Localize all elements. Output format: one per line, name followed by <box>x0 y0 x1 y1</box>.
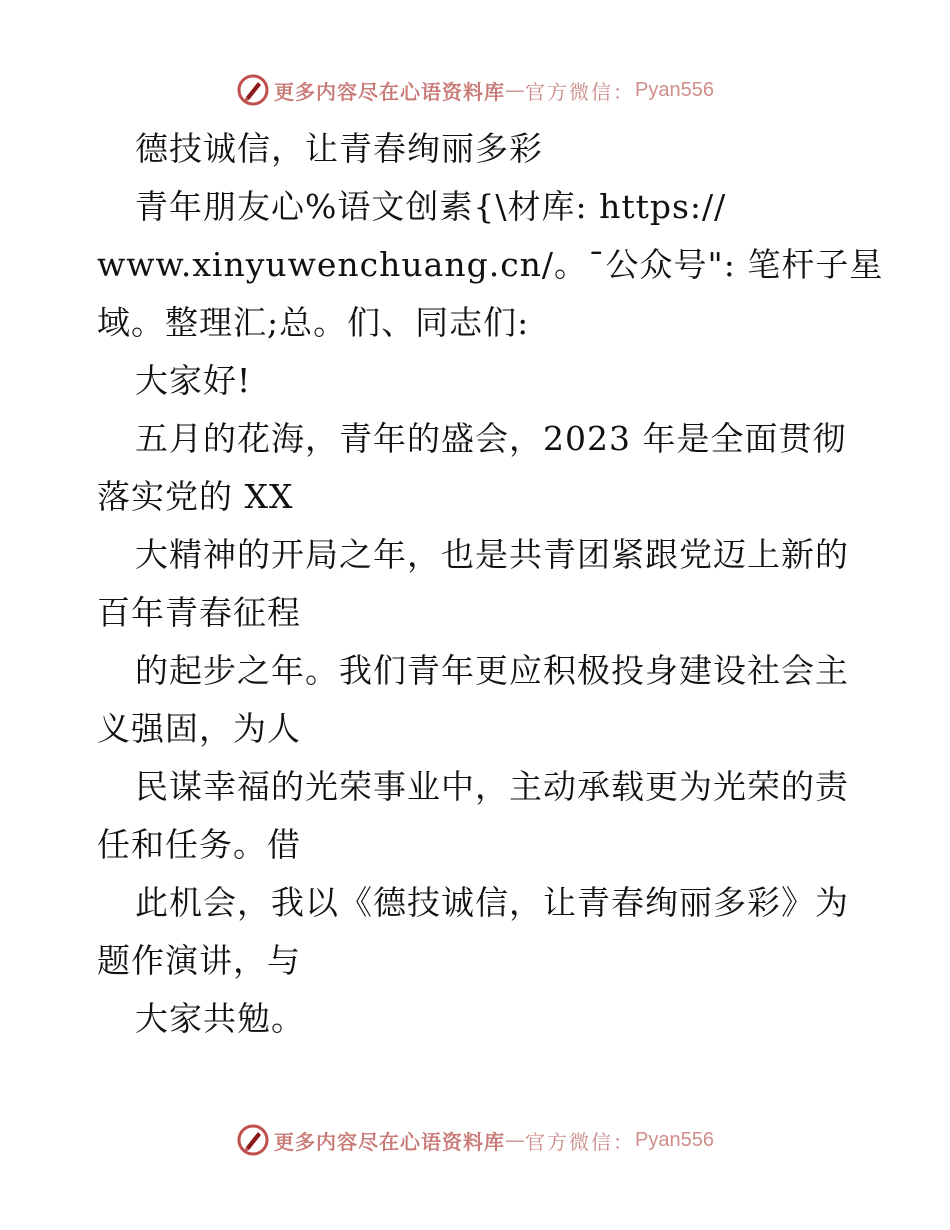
document-line: 大家好! <box>135 361 252 400</box>
document-line: 落实党的 XX <box>97 477 294 516</box>
pen-nib-logo-icon <box>236 1123 270 1157</box>
header-watermark <box>0 70 950 110</box>
watermark-site-text: 更多内容尽在心语资料库 <box>274 79 506 104</box>
document-line: 民谋幸福的光荣事业中，主动承载更为光荣的责 <box>135 767 849 806</box>
footer-watermark <box>0 1120 950 1160</box>
document-body <box>97 120 884 1048</box>
document-line: 任和任务。借 <box>97 825 301 864</box>
document-title: 德技诚信，让青春绚丽多彩 <box>135 129 543 168</box>
document-line: 此机会，我以《德技诚信，让青春绚丽多彩》为 <box>135 883 849 922</box>
document-line: 青年朋友心%语文创素{\材库: https:// <box>135 187 727 226</box>
watermark-separator: — <box>505 78 526 102</box>
document-line: 大精神的开局之年，也是共青团紧跟党迈上新的 <box>135 535 849 574</box>
pen-nib-logo-icon <box>236 73 270 107</box>
document-line: 义强固，为人 <box>97 709 301 748</box>
watermark-separator: — <box>505 1128 526 1152</box>
document-line: 域。整理汇;总。们、同志们: <box>97 303 530 342</box>
document-line: 的起步之年。我们青年更应积极投身建设社会主 <box>135 651 849 690</box>
watermark-site-text: 更多内容尽在心语资料库 <box>274 1129 506 1154</box>
watermark-wechat-id: Pyan556 <box>635 1128 714 1151</box>
document-line: 大家共勉。 <box>135 999 305 1038</box>
document-line: 百年青春征程 <box>97 593 301 632</box>
watermark-wechat-label: 官方微信： <box>525 79 636 104</box>
watermark-wechat-id: Pyan556 <box>635 78 714 101</box>
document-line: www.xinyuwenchuang.cn/。¯公众号": 笔杆子星 <box>97 245 884 284</box>
watermark-wechat-label: 官方微信： <box>525 1129 636 1154</box>
document-line: 题作演讲，与 <box>97 941 301 980</box>
document-line: 五月的花海，青年的盛会，2023 年是全面贯彻 <box>135 419 847 458</box>
